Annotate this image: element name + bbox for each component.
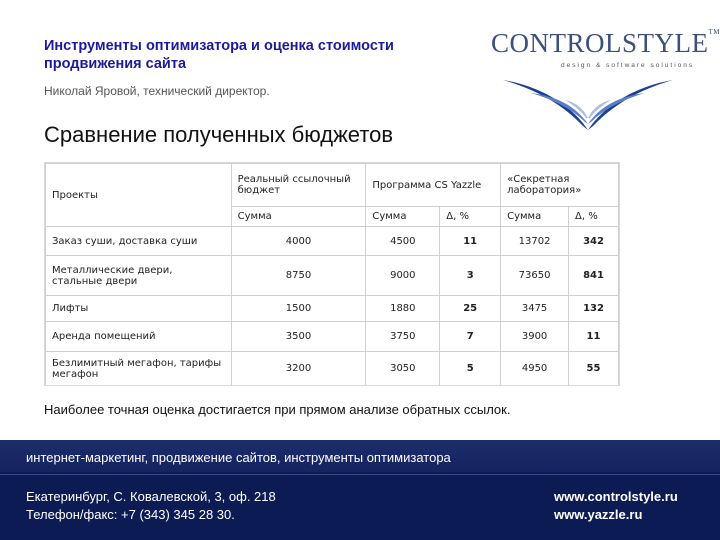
cell-delta1: 7 bbox=[440, 322, 501, 352]
subheader-sum: Сумма bbox=[366, 207, 440, 227]
cell-delta1: 3 bbox=[440, 256, 501, 296]
cell-delta2: 841 bbox=[569, 256, 619, 296]
footer-links bbox=[554, 488, 678, 524]
table-row bbox=[46, 227, 619, 256]
cell-real: 3500 bbox=[231, 322, 366, 352]
header-projects: Проекты bbox=[46, 164, 232, 227]
footer-phone: Телефон/факс: +7 (343) 345 28 30. bbox=[26, 507, 235, 522]
budget-table bbox=[44, 162, 620, 386]
footer-divider bbox=[0, 474, 720, 475]
table-row bbox=[46, 256, 619, 296]
slide-title: Инструменты оптимизатора и оценка стоимости продвижения сайта bbox=[44, 38, 394, 72]
cell-yazzle: 4500 bbox=[366, 227, 440, 256]
cell-delta2: 342 bbox=[569, 227, 619, 256]
subheader-sum: Сумма bbox=[501, 207, 569, 227]
controlstyle-logo bbox=[483, 22, 720, 132]
cell-project: Аренда помещений bbox=[46, 322, 232, 352]
cell-lab: 3475 bbox=[501, 296, 569, 322]
cell-real: 1500 bbox=[231, 296, 366, 322]
link-yazzle[interactable]: www.yazzle.ru bbox=[554, 507, 643, 522]
footer-tagline: интернет-маркетинг, продвижение сайтов, инструменты оптимизатора bbox=[26, 450, 451, 465]
cell-real: 8750 bbox=[231, 256, 366, 296]
section-heading: Сравнение полученных бюджетов bbox=[44, 122, 394, 147]
cell-real: 3200 bbox=[231, 352, 366, 386]
table-row bbox=[46, 322, 619, 352]
cell-delta1: 25 bbox=[440, 296, 501, 322]
cell-project: Металлические двери, стальные двери bbox=[46, 256, 232, 296]
author-subtitle: Николай Яровой, технический директор. bbox=[44, 84, 270, 98]
link-controlstyle[interactable]: www.controlstyle.ru bbox=[554, 489, 678, 504]
cell-yazzle: 1880 bbox=[366, 296, 440, 322]
cell-project: Безлимитный мегафон, тарифы мегафон bbox=[46, 352, 232, 386]
conclusion-text: Наиболее точная оценка достигается при прямом анализе обратных ссылок. bbox=[44, 402, 511, 417]
logo-tagline: design & software solutions bbox=[561, 62, 695, 69]
subheader-delta: Δ, % bbox=[440, 207, 501, 227]
cell-delta2: 132 bbox=[569, 296, 619, 322]
header-real-budget: Реальный ссылочный бюджет bbox=[231, 164, 366, 207]
cell-delta1: 11 bbox=[440, 227, 501, 256]
table-row bbox=[46, 296, 619, 322]
header-lab: «Секретная лаборатория» bbox=[501, 164, 619, 207]
subheader-sum: Сумма bbox=[231, 207, 366, 227]
header-yazzle: Программа CS Yazzle bbox=[366, 164, 501, 207]
logo-wings-icon bbox=[483, 60, 693, 132]
cell-yazzle: 3050 bbox=[366, 352, 440, 386]
cell-yazzle: 3750 bbox=[366, 322, 440, 352]
cell-project: Заказ суши, доставка суши bbox=[46, 227, 232, 256]
cell-lab: 73650 bbox=[501, 256, 569, 296]
cell-project: Лифты bbox=[46, 296, 232, 322]
cell-lab: 13702 bbox=[501, 227, 569, 256]
cell-delta2: 11 bbox=[569, 322, 619, 352]
subheader-delta: Δ, % bbox=[569, 207, 619, 227]
cell-real: 4000 bbox=[231, 227, 366, 256]
footer-contacts bbox=[26, 488, 276, 524]
cell-yazzle: 9000 bbox=[366, 256, 440, 296]
cell-delta1: 5 bbox=[440, 352, 501, 386]
cell-lab: 4950 bbox=[501, 352, 569, 386]
cell-delta2: 55 bbox=[569, 352, 619, 386]
logo-wordmark: CONTROLSTYLE™ bbox=[491, 28, 720, 58]
table-row bbox=[46, 352, 619, 386]
cell-lab: 3900 bbox=[501, 322, 569, 352]
footer-address: Екатеринбург, С. Ковалевской, 3, оф. 218 bbox=[26, 489, 276, 504]
